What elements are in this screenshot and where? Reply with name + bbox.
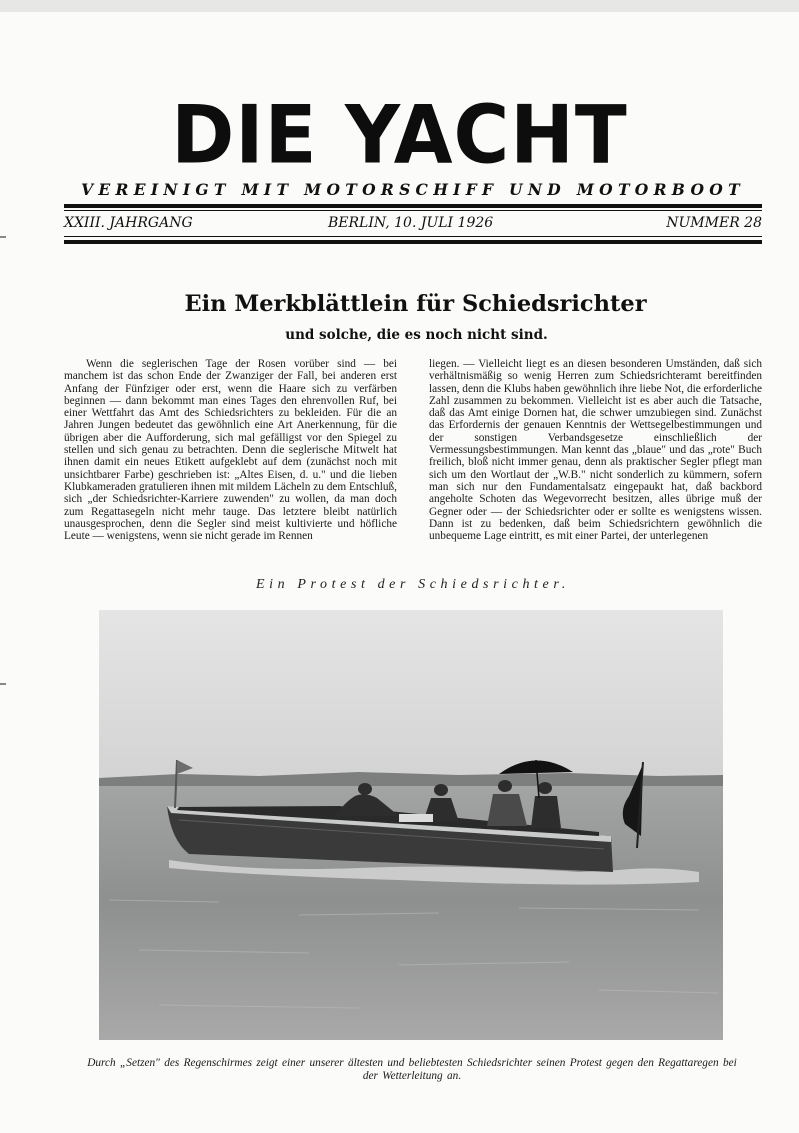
figure-title: Ein Protest der Schiedsrichter.: [256, 577, 570, 592]
issue-date: BERLIN, 10. JULI 1926: [328, 215, 494, 231]
masthead-title: DIE YACHT: [171, 87, 628, 182]
article-column-left: Wenn die seglerischen Tage der Rosen vorüber sind — bei manchem ist das schon Ende der Zwanziger der Fall, bei anderen erst Anfang der Fünfziger oder erst, wenn die Haare sich zu verfärben beginnen — dann bekommt man eines Tages den ehrenvollen Ruf, bei einer Wettfahrt das Amt des Schiedsrichters zu bekleiden. Für die an Jahren Jungen bedeutet das gewöhnlich eine Art Anerkennung, für die übrigen aber die Aufforderung, sich mal gefälligst vor den Spiegel zu stellen und sich genau zu betrachten. Denn die seglerische Mitwelt hat ihnen damit ein neues Etikett aufgeklebt auf dem (zunächst noch mit unsichtbarer Farbe) geschrieben ist: „Altes Eisen, d. u." und die lieben Klubkameraden gratulieren ihnen mit mildem Lächeln zu dem Entschluß, sich „der Schiedsrichter-Karriere zuwenden" zu wollen, da man doch zum Regattasegeln nicht mehr tauge. Das letztere bleibt natürlich unausgesprochen, denn die Segler sind meist kultivierte und höfliche Leute — wenigstens, wenn sie nicht gerade im Rennen: [64, 358, 397, 543]
issue-volume: XXIII. JAHRGANG: [64, 215, 193, 231]
issue-number: NUMMER 28: [666, 215, 762, 231]
scan-top-band: [0, 0, 799, 12]
rule-divider: [64, 240, 762, 244]
article-title: Ein Merkblättlein für Schiedsrichter: [184, 291, 647, 317]
scan-edge-mark: [0, 683, 6, 685]
rule-divider: [64, 204, 762, 208]
rule-divider: [64, 236, 762, 237]
issue-info-line: [64, 214, 762, 234]
article-subtitle: und solche, die es noch nicht sind.: [285, 327, 548, 343]
article-column-right: liegen. — Vielleicht liegt es an diesen besonderen Umständen, daß sich verhältnismäßig so wenig Herren zum Schiedsrichteramt bereitfinden lassen, denn die Klubs haben gewöhnlich ihre liebe Not, die erforderliche Zahl zusammen zu bekommen. Vielleicht ist es aber auch die Tatsache, daß das Amt einige Dornen hat, die schwer umzubiegen sind. Zunächst das Erfordernis der genauen Kenntnis der Wettsegelbestimmungen und der sonstigen Verbandsgesetze einschließlich der Vermessungsbestimmungen. Man kennt das „blaue" und das „rote" Buch freilich, bloß nicht immer genau, denn als praktischer Segler pflegt man sich um den Wortlaut der „W.B." nicht sonderlich zu kümmern, sofern man sich nur den Fundamentalsatz eingepaukt hat, daß backbord angeholte Schoten das Wegevorrecht besitzen, alles übrige muß der Gegner oder — der Schiedsrichter oder er sollte es wenigstens wissen. Dann ist zu bedenken, daß beim Schiedsrichtern gewöhnlich die unbequeme Lage eintritt, es mit einer Partei, der unterlegenen: [429, 358, 762, 543]
masthead-subtitle: VEREINIGT MIT MOTORSCHIFF UND MOTORBOOT: [81, 180, 745, 199]
motorboat-photo: [99, 610, 723, 1040]
rule-divider: [64, 210, 762, 211]
figure-caption: Durch „Setzen" des Regenschirmes zeigt einer unserer ältesten und beliebtesten Schiedsrichter seinen Protest gegen den Regattaregen bei der Wetterleitung an.: [87, 1057, 737, 1082]
scan-edge-mark: [0, 236, 6, 238]
